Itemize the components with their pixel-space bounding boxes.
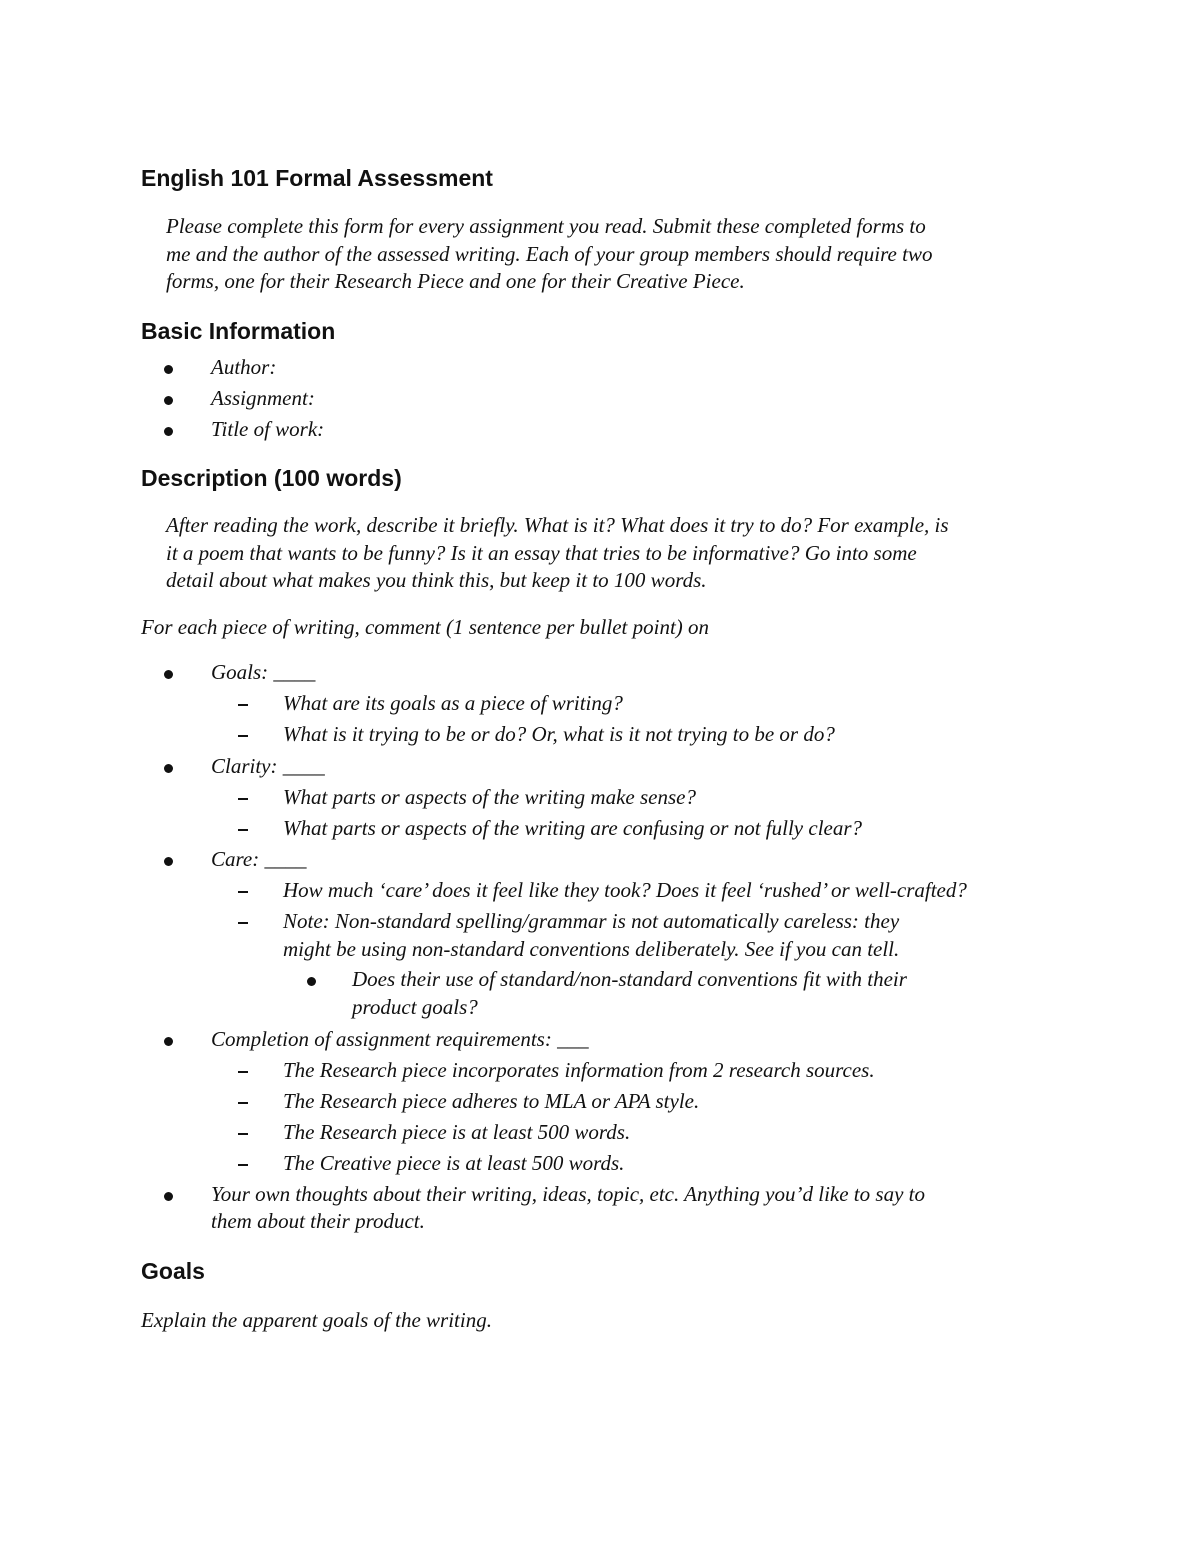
clarity-criterion: Clarity: ____ bbox=[211, 754, 325, 778]
author-field-label: Author: bbox=[211, 355, 277, 379]
assignment-field-label: Assignment: bbox=[211, 386, 315, 410]
description-line-2: it a poem that wants to be funny? Is it an essay that tries to be informative? Go into some bbox=[166, 541, 917, 565]
goals-sub-1: What are its goals as a piece of writing? bbox=[283, 691, 623, 715]
own-thoughts-line-1: Your own thoughts about their writing, ideas, topic, etc. Anything you’d like to say to bbox=[211, 1182, 925, 1206]
bullet-icon bbox=[164, 670, 173, 679]
bullet-icon bbox=[164, 1037, 173, 1046]
intro-line-3: forms, one for their Research Piece and one for their Creative Piece. bbox=[166, 269, 745, 293]
bullet-icon bbox=[164, 764, 173, 773]
care-sub-2-line-1: Note: Non-standard spelling/grammar is not automatically careless: they bbox=[283, 909, 900, 933]
dash-icon bbox=[238, 798, 248, 800]
intro-line-2: me and the author of the assessed writing. Each of your group members should require two bbox=[166, 242, 933, 266]
completion-sub-1: The Research piece incorporates information from 2 research sources. bbox=[283, 1058, 875, 1082]
description-line-1: After reading the work, describe it briefly. What is it? What does it try to do? For example, is bbox=[166, 513, 949, 537]
dash-icon bbox=[238, 1164, 248, 1166]
basic-info-heading: Basic Information bbox=[141, 318, 336, 344]
bullet-icon bbox=[164, 857, 173, 866]
title-of-work-field-label: Title of work: bbox=[211, 417, 325, 441]
completion-sub-3: The Research piece is at least 500 words. bbox=[283, 1120, 631, 1144]
description-line-3: detail about what makes you think this, but keep it to 100 words. bbox=[166, 568, 707, 592]
bullet-icon bbox=[164, 427, 173, 436]
bullet-icon bbox=[164, 1192, 173, 1201]
intro-line-1: Please complete this form for every assignment you read. Submit these completed forms to bbox=[166, 214, 926, 238]
goals-instruction: Explain the apparent goals of the writing. bbox=[141, 1308, 492, 1332]
bullet-icon bbox=[307, 977, 316, 986]
completion-criterion: Completion of assignment requirements: ___ bbox=[211, 1027, 589, 1051]
dash-icon bbox=[238, 1102, 248, 1104]
bullet-icon bbox=[164, 365, 173, 374]
completion-sub-4: The Creative piece is at least 500 words. bbox=[283, 1151, 625, 1175]
care-sub-1: How much ‘care’ does it feel like they took? Does it feel ‘rushed’ or well-crafted? bbox=[283, 878, 967, 902]
goals-heading: Goals bbox=[141, 1258, 205, 1284]
dash-icon bbox=[238, 891, 248, 893]
dash-icon bbox=[238, 735, 248, 737]
comment-intro: For each piece of writing, comment (1 sentence per bullet point) on bbox=[141, 615, 710, 639]
care-sub-2-line-2: might be using non-standard conventions deliberately. See if you can tell. bbox=[283, 937, 900, 961]
clarity-sub-2: What parts or aspects of the writing are confusing or not fully clear? bbox=[283, 816, 863, 840]
dash-icon bbox=[238, 922, 248, 924]
description-heading: Description (100 words) bbox=[141, 465, 402, 491]
dash-icon bbox=[238, 829, 248, 831]
dash-icon bbox=[238, 1133, 248, 1135]
dash-icon bbox=[238, 1071, 248, 1073]
care-sub-3-line-1: Does their use of standard/non-standard conventions fit with their bbox=[352, 967, 907, 991]
goals-sub-2: What is it trying to be or do? Or, what is it not trying to be or do? bbox=[283, 722, 835, 746]
completion-sub-2: The Research piece adheres to MLA or APA style. bbox=[283, 1089, 700, 1113]
dash-icon bbox=[238, 704, 248, 706]
goals-criterion: Goals: ____ bbox=[211, 660, 316, 684]
page-title: English 101 Formal Assessment bbox=[141, 165, 493, 191]
clarity-sub-1: What parts or aspects of the writing make sense? bbox=[283, 785, 696, 809]
care-sub-3-line-2: product goals? bbox=[352, 995, 478, 1019]
own-thoughts-line-2: them about their product. bbox=[211, 1209, 425, 1233]
bullet-icon bbox=[164, 396, 173, 405]
care-criterion: Care: ____ bbox=[211, 847, 307, 871]
